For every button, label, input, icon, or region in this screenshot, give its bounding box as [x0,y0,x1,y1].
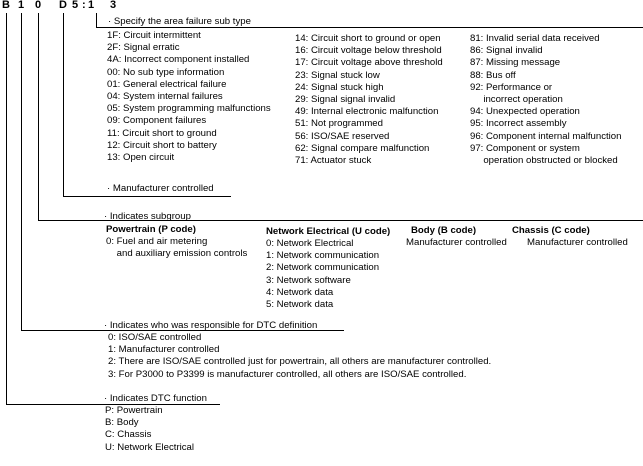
list-item: 4A: Incorrect component installed [107,54,250,66]
list-item: 95: Incorrect assembly [470,118,567,130]
list-item: 2: There are ISO/SAE controlled just for powertrain, all others are manufacturer controlled. [108,356,492,368]
list-item: 51: Not programmed [295,118,383,130]
list-item: 86: Signal invalid [470,45,543,57]
list-item: 92: Performance or [470,81,553,93]
list-item: 16: Circuit voltage below threshold [295,45,442,57]
body-title: Body (B code) [411,225,477,236]
list-item: 00: No sub type information [107,66,225,78]
subtype-header: · Specify the area failure sub type [108,16,251,27]
list-item: 04: System internal failures [107,91,223,103]
list-item: 1F: Circuit intermittent [107,30,201,41]
powertrain-title: Powertrain (P code) [106,224,196,235]
list-item: 81: Invalid serial data received [470,33,600,44]
list-item: 05: System programming malfunctions [107,103,271,115]
code-char-1: 1 [18,0,25,11]
list-item: 87: Missing message [470,57,561,69]
list-item: 24: Signal stuck high [295,81,384,93]
list-item: incorrect operation [470,94,563,106]
list-item: 11: Circuit short to ground [107,127,217,139]
network-list [266,238,379,311]
list-item: 0: ISO/SAE controlled [108,332,202,343]
list-item: B: Body [105,417,139,429]
responsible-label: · Indicates who was responsible for DTC definition [104,320,318,331]
list-item: 4: Network data [266,286,334,298]
list-item: and auxiliary emission controls [106,248,248,260]
powertrain-list [106,236,247,260]
function-list [105,405,194,454]
code-char-1b: 1 [88,0,95,11]
responsible-list [108,332,491,381]
code-colon: : [82,0,86,11]
chassis-value: Manufacturer controlled [527,237,628,248]
list-item: 2: Network communication [266,262,380,274]
list-item: 12: Circuit short to battery [107,139,217,151]
list-item: 1: Network communication [266,250,380,262]
list-item: 23: Signal stuck low [295,69,380,81]
code-char-5: 5 [72,0,79,11]
list-item: operation obstructed or blocked [470,155,618,167]
code-char-b: B [2,0,10,11]
list-item: 94: Unexpected operation [470,106,580,118]
subtype-col-3 [470,33,621,167]
list-item: C: Chassis [105,429,152,441]
list-item: 96: Component internal malfunction [470,130,622,142]
list-item: U: Network Electrical [105,441,195,453]
code-char-3: 3 [110,0,117,11]
list-item: 62: Signal compare malfunction [295,142,430,154]
list-item: 49: Internal electronic malfunction [295,106,439,118]
code-char-0: 0 [35,0,42,11]
list-item: 3: Network software [266,274,351,286]
subgroup-label: · Indicates subgroup [104,211,191,222]
list-item: 3: For P3000 to P3399 is manufacturer controlled, all others are ISO/SAE controlled. [108,368,467,380]
code-char-d: D [59,0,67,11]
function-label: · Indicates DTC function [104,393,207,404]
chassis-title: Chassis (C code) [512,225,590,236]
list-item: 01: General electrical failure [107,78,227,90]
subtype-col-1 [107,30,271,164]
list-item: 14: Circuit short to ground or open [295,33,441,44]
list-item: P: Powertrain [105,405,163,416]
list-item: 5: Network data [266,299,334,311]
list-item: 2F: Signal erratic [107,42,180,54]
list-item: 97: Component or system [470,142,580,154]
list-item: 09: Component failures [107,115,207,127]
list-item: 1: Manufacturer controlled [108,344,220,356]
list-item: 13: Open circuit [107,152,175,164]
list-item: 0: Fuel and air metering [106,236,208,247]
body-value: Manufacturer controlled [406,237,507,248]
list-item: 29: Signal signal invalid [295,94,396,106]
subtype-col-2 [295,33,443,167]
manufacturer-label: · Manufacturer controlled [107,183,214,194]
list-item: 71: Actuator stuck [295,155,372,167]
list-item: 17: Circuit voltage above threshold [295,57,443,69]
network-title: Network Electrical (U code) [266,226,391,237]
list-item: 0: Network Electrical [266,238,354,249]
list-item: 56: ISO/SAE reserved [295,130,390,142]
list-item: 88: Bus off [470,69,516,81]
